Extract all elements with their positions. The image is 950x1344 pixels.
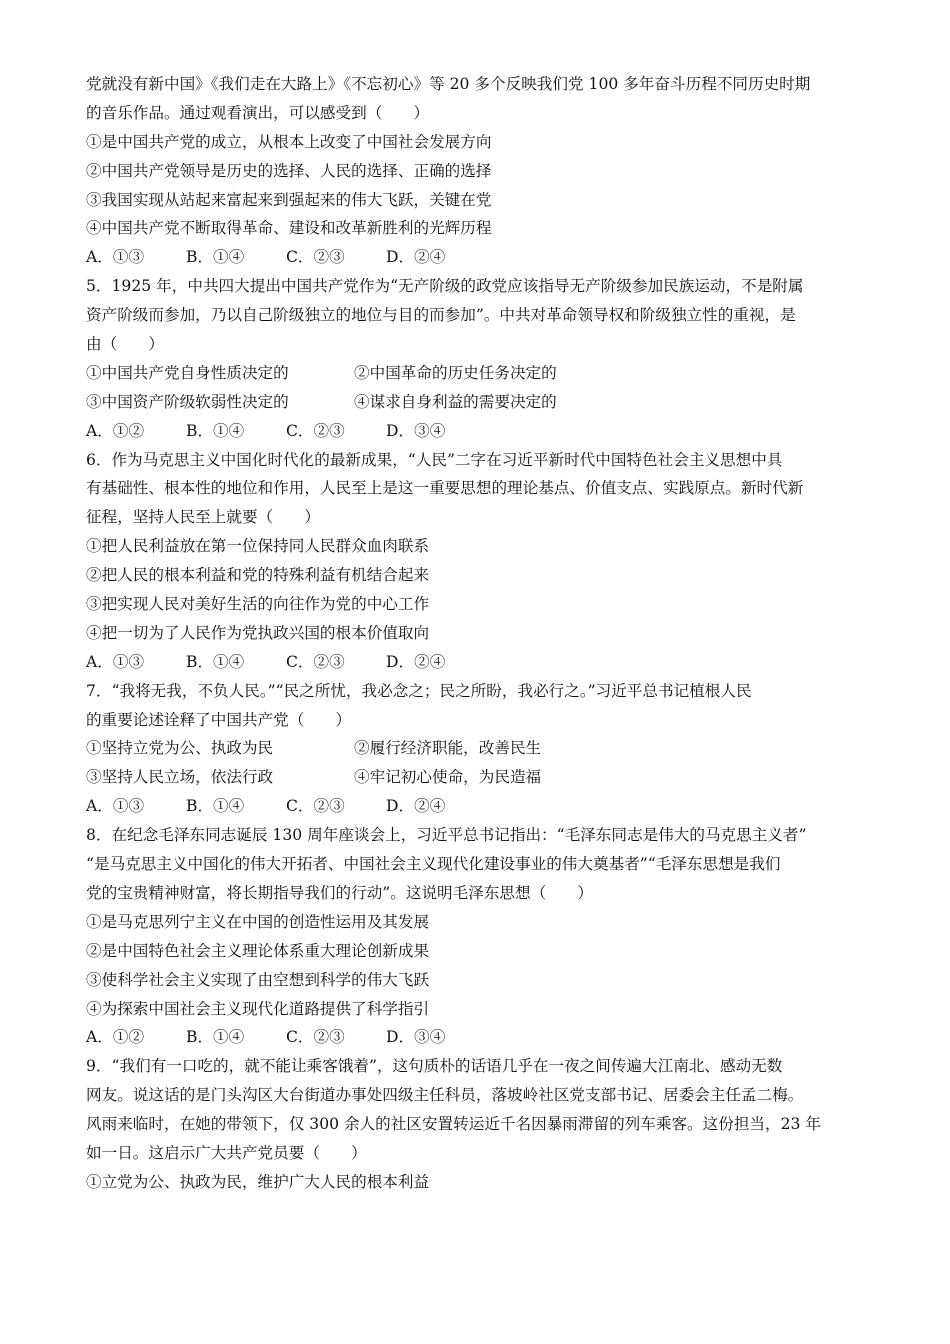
exam-page: [86, 70, 874, 1197]
question-6: [86, 446, 874, 677]
question-stem-line: 党的宝贵精神财富，将长期指导我们的行动”。这说明毛泽东思想（ ）: [86, 883, 593, 902]
question-stem-line: 的重要论述诠释了中国共产党（ ）: [86, 710, 352, 729]
answer-choices: [86, 243, 874, 272]
answer-choice-d: D．②④: [386, 797, 446, 816]
statement-option-row: [86, 388, 874, 417]
statement-option-row: [86, 734, 874, 763]
question-stem-line: 由（ ）: [86, 335, 164, 354]
question-9: [86, 1052, 874, 1196]
question-stem-line: 5．1925 年，中共四大提出中国共产党作为“无产阶级的政党应该指导无产阶级参加民族运动，不是附属: [86, 277, 804, 296]
question-stem-line: 网友。说这话的是门头沟区大台街道办事处四级主任科员，落坡岭社区党支部书记、居委会主任孟二梅。: [86, 1086, 804, 1105]
answer-choices: [86, 417, 874, 446]
statement-option: ③中国资产阶级软弱性决定的: [86, 392, 289, 411]
answer-choice-d: D．③④: [386, 421, 446, 440]
statement-option: ①是马克思列宁主义在中国的创造性运用及其发展: [86, 912, 430, 931]
question-stem-line: “是马克思主义中国化的伟大开拓者、中国社会主义现代化建设事业的伟大奠基者”“毛泽东思想是我们: [86, 855, 781, 874]
statement-option: ③使科学社会主义实现了由空想到科学的伟大飞跃: [86, 970, 430, 989]
question-stem-line: 风雨来临时，在她的带领下，仅 300 余人的社区安置转运近千名因暴雨滞留的列车乘客。这份担当，23 年: [86, 1115, 822, 1134]
answer-choice-d: D．②④: [386, 652, 446, 671]
answer-choice-b: B．①④: [186, 797, 245, 816]
answer-choice-c: C．②③: [286, 248, 345, 267]
statement-option: ④谋求自身利益的需要决定的: [354, 392, 557, 411]
answer-choice-a: A．①③: [86, 652, 145, 671]
answer-choices: [86, 1023, 874, 1052]
answer-choice-c: C．②③: [286, 421, 345, 440]
question-8: [86, 821, 874, 1052]
answer-choice-c: C．②③: [286, 1028, 345, 1047]
answer-choice-a: A．①③: [86, 797, 145, 816]
answer-choice-d: D．②④: [386, 248, 446, 267]
answer-choice-c: C．②③: [286, 652, 345, 671]
statement-option: ③我国实现从站起来富起来到强起来的伟大飞跃，关键在党: [86, 190, 492, 209]
answer-choice-d: D．③④: [386, 1028, 446, 1047]
statement-option: ①把人民利益放在第一位保持同人民群众血肉联系: [86, 537, 430, 556]
answer-choice-a: A．①②: [86, 1028, 145, 1047]
statement-option-row: [86, 359, 874, 388]
question-stem-line: 7．“我将无我，不负人民。”“民之所忧，我必念之；民之所盼，我必行之。”习近平总书记植根人民: [86, 681, 752, 700]
statement-option: ②中国共产党领导是历史的选择、人民的选择、正确的选择: [86, 161, 492, 180]
statement-option: ②中国革命的历史任务决定的: [354, 363, 557, 382]
statement-option: ③把实现人民对美好生活的向往作为党的中心工作: [86, 595, 430, 614]
statement-option: ④把一切为了人民作为党执政兴国的根本价值取向: [86, 623, 430, 642]
answer-choice-a: A．①②: [86, 421, 145, 440]
statement-option: ①中国共产党自身性质决定的: [86, 363, 289, 382]
question-stem-line: 有基础性、根本性的地位和作用，人民至上是这一重要思想的理论基点、价值支点、实践原点。新时代新: [86, 479, 804, 498]
answer-choice-b: B．①④: [186, 248, 245, 267]
question-4: [86, 70, 874, 272]
statement-option: ①坚持立党为公、执政为民: [86, 739, 274, 758]
question-stem-line: 8．在纪念毛泽东同志诞辰 130 周年座谈会上，习近平总书记指出：“毛泽东同志是伟大的马克思主义者”: [86, 826, 807, 845]
answer-choices: [86, 792, 874, 821]
question-7: [86, 677, 874, 821]
answer-choice-b: B．①④: [186, 421, 245, 440]
statement-option: ②是中国特色社会主义理论体系重大理论创新成果: [86, 941, 430, 960]
answer-choice-b: B．①④: [186, 652, 245, 671]
answer-choices: [86, 648, 874, 677]
statement-option: ③坚持人民立场，依法行政: [86, 768, 274, 787]
statement-option: ④中国共产党不断取得革命、建设和改革新胜利的光辉历程: [86, 219, 492, 238]
answer-choice-a: A．①③: [86, 248, 145, 267]
statement-option: ②把人民的根本利益和党的特殊利益有机结合起来: [86, 566, 430, 585]
statement-option: ②履行经济职能，改善民生: [354, 739, 542, 758]
statement-option: ④牢记初心使命，为民造福: [354, 768, 542, 787]
question-stem-line: 如一日。这启示广大共产党员要（ ）: [86, 1143, 367, 1162]
statement-option-row: [86, 763, 874, 792]
question-5: [86, 272, 874, 445]
question-stem-line: 党就没有新中国》《我们走在大路上》《不忘初心》等 20 多个反映我们党 100 多年奋斗历程不同历史时期: [86, 75, 811, 93]
statement-option: ①是中国共产党的成立，从根本上改变了中国社会发展方向: [86, 132, 492, 151]
statement-option: ④为探索中国社会主义现代化道路提供了科学指引: [86, 999, 430, 1018]
question-stem-line: 9．“我们有一口吃的，就不能让乘客饿着”，这句质朴的话语几乎在一夜之间传遍大江南北、感动无数: [86, 1057, 783, 1076]
question-stem-line: 6．作为马克思主义中国化时代化的最新成果，“人民”二字在习近平新时代中国特色社会主义思想中具: [86, 450, 783, 469]
question-stem-line: 资产阶级而参加，乃以自己阶级独立的地位与目的而参加”。中共对革命领导权和阶级独立性的重视，是: [86, 306, 796, 325]
question-stem-line: 的音乐作品。通过观看演出，可以感受到（ ）: [86, 103, 430, 122]
answer-choice-c: C．②③: [286, 797, 345, 816]
answer-choice-b: B．①④: [186, 1028, 245, 1047]
question-stem-line: 征程，坚持人民至上就要（ ）: [86, 508, 320, 527]
statement-option: ①立党为公、执政为民，维护广大人民的根本利益: [86, 1172, 430, 1191]
